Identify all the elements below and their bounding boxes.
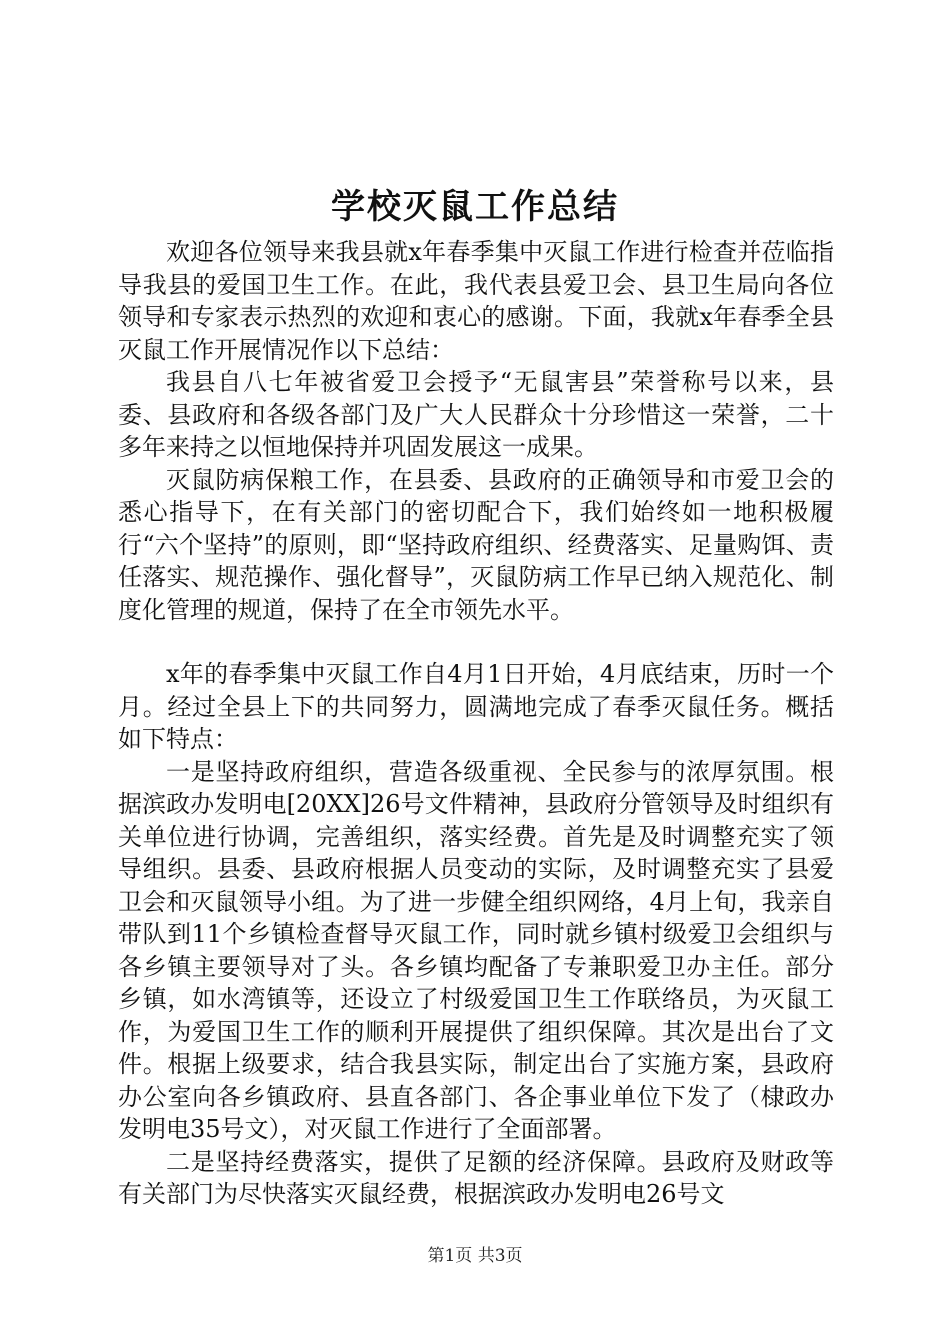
- paragraph: 欢迎各位领导来我县就x年春季集中灭鼠工作进行检查并莅临指导我县的爱国卫生工作。在此，我代表县爱卫会、县卫生局向各位领导和专家表示热烈的欢迎和衷心的感谢。下面，我就x年春季全县灭鼠工作开展情况作以下总结：: [118, 238, 834, 364]
- paragraph: 我县自八七年被省爱卫会授予“无鼠害县”荣誉称号以来，县委、县政府和各级各部门及广大人民群众十分珍惜这一荣誉，二十多年来持之以恒地保持并巩固发展这一成果。: [118, 368, 834, 461]
- document-title: 学校灭鼠工作总结: [331, 187, 619, 227]
- paragraph: x年的春季集中灭鼠工作自4月1日开始，4月底结束，历时一个月。经过全县上下的共同努力，圆满地完成了春季灭鼠任务。概括如下特点：: [118, 660, 834, 753]
- paragraph: 灭鼠防病保粮工作，在县委、县政府的正确领导和市爱卫会的悉心指导下，在有关部门的密切配合下，我们始终如一地积极履行“六个坚持”的原则，即“坚持政府组织、经费落实、足量购饵、责任落实、规范操作、强化督导”，灭鼠防病工作早已纳入规范化、制度化管理的规道，保持了在全市领先水平。: [118, 465, 834, 624]
- document-body: [118, 236, 834, 1211]
- page-footer: 第1页 共3页: [427, 1246, 523, 1266]
- paragraph: 二是坚持经费落实，提供了足额的经济保障。县政府及财政等有关部门为尽快落实灭鼠经费，根据滨政办发明电26号文: [118, 1147, 834, 1208]
- paragraph: 一是坚持政府组织，营造各级重视、全民参与的浓厚氛围。根据滨政办发明电[20XX]26号文件精神，县政府分管领导及时组织有关单位进行协调，完善组织，落实经费。首先是及时调整充实了领导组织。县委、县政府根据人员变动的实际，及时调整充实了县爱卫会和灭鼠领导小组。为了进一步健全组织网络，4月上旬，我亲自带队到11个乡镇检查督导灭鼠工作，同时就乡镇村级爱卫会组织与各乡镇主要领导对了头。各乡镇均配备了专兼职爱卫办主任。部分乡镇，如水湾镇等，还设立了村级爱国卫生工作联络员，为灭鼠工作，为爱国卫生工作的顺利开展提供了组织保障。其次是出台了文件。根据上级要求，结合我县实际，制定出台了实施方案，县政府办公室向各乡镇政府、县直各部门、各企事业单位下发了（棣政办发明电35号文），对灭鼠工作进行了全面部署。: [118, 757, 834, 1143]
